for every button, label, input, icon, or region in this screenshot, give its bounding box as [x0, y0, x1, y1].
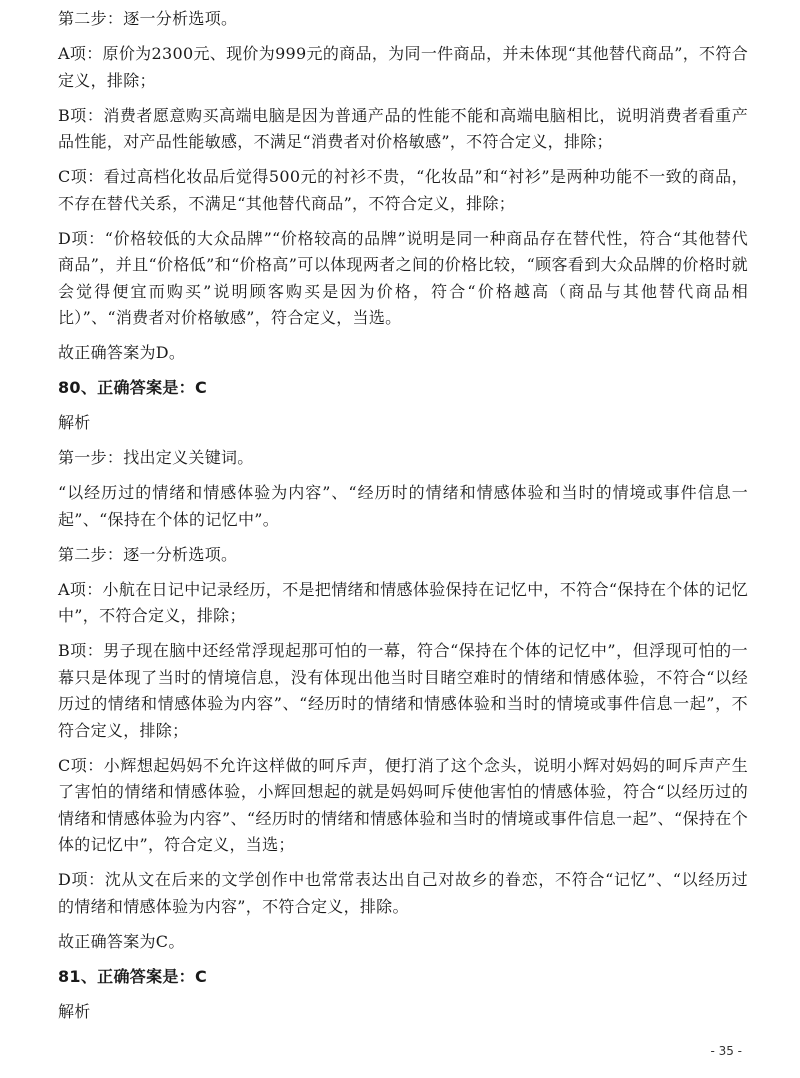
- paragraph: 解析: [58, 413, 91, 432]
- paragraph: 第一步：找出定义关键词。: [58, 448, 254, 467]
- paragraph: 第二步：逐一分析选项。: [58, 544, 238, 564]
- paragraph: 故正确答案为C。: [58, 931, 185, 951]
- paragraph: B项：男子现在脑中还经常浮现起那可怕的一幕，符合“保持在个体的记忆中”，但浮现可怕的一幕只是体现了当时的情境信息，没有体现出他当时目睹空难时的情绪和情感体验，不符合“以经历过的情绪和情感体验为内容”、“经历时的情绪和情感体验和当时的情境或事件信息一起”，不符合定义，排除；: [58, 641, 748, 740]
- paragraph: 第二步：逐一分析选项。: [58, 9, 238, 28]
- paragraph: D项：沈从文在后来的文学创作中也常常表达出自己对故乡的眷恋，不符合“记忆”、“以经历过的情绪和情感体验为内容”，不符合定义，排除。: [58, 870, 748, 916]
- answer-heading: 81、正确答案是：C: [58, 966, 208, 986]
- paragraph: 解析: [58, 1001, 91, 1021]
- paragraph: 故正确答案为D。: [58, 343, 186, 362]
- paragraph: B项：消费者愿意购买高端电脑是因为普通产品的性能不能和高端电脑相比，说明消费者看重产品性能，对产品性能敏感，不满足“消费者对价格敏感”，不符合定义，排除；: [58, 105, 748, 151]
- paragraph: “以经历过的情绪和情感体验为内容”、“经历时的情绪和情感体验和当时的情境或事件信息一起”、“保持在个体的记忆中”。: [58, 483, 748, 529]
- paragraph: A项：原价为2300元、现价为999元的商品，为同一件商品，并未体现“其他替代商品”，不符合定义，排除；: [58, 44, 748, 90]
- paragraph: C项：看过高档化妆品后觉得500元的衬衫不贵，“化妆品”和“衬衫”是两种功能不一致的商品，不存在替代关系，不满足“其他替代商品”，不符合定义，排除；: [58, 167, 748, 213]
- paragraph: C项：小辉想起妈妈不允许这样做的呵斥声，便打消了这个念头，说明小辉对妈妈的呵斥声产生了害怕的情绪和情感体验，小辉回想起的就是妈妈呵斥使他害怕的情感体验，符合“以经历过的情绪和情感体验为内容”、“经历时的情绪和情感体验和当时的情境或事件信息一起”、“保持在个体的记忆中”，符合定义，当选；: [58, 755, 748, 854]
- paragraph: A项：小航在日记中记录经历，不是把情绪和情感体验保持在记忆中，不符合“保持在个体的记忆中”，不符合定义，排除；: [58, 579, 748, 625]
- document-body: [58, 6, 748, 1034]
- page-number: - 35 -: [710, 1044, 742, 1058]
- answer-heading: 80、正确答案是：C: [58, 378, 208, 397]
- paragraph: D项：“价格较低的大众品牌”“价格较高的品牌”说明是同一种商品存在替代性，符合“其他替代商品”，并且“价格低”和“价格高”可以体现两者之间的价格比较，“顾客看到大众品牌的价格时就会觉得便宜而购买”说明顾客购买是因为价格，符合“价格越高（商品与其他替代商品相比）”、“消费者对价格敏感”，符合定义，当选。: [58, 228, 748, 327]
